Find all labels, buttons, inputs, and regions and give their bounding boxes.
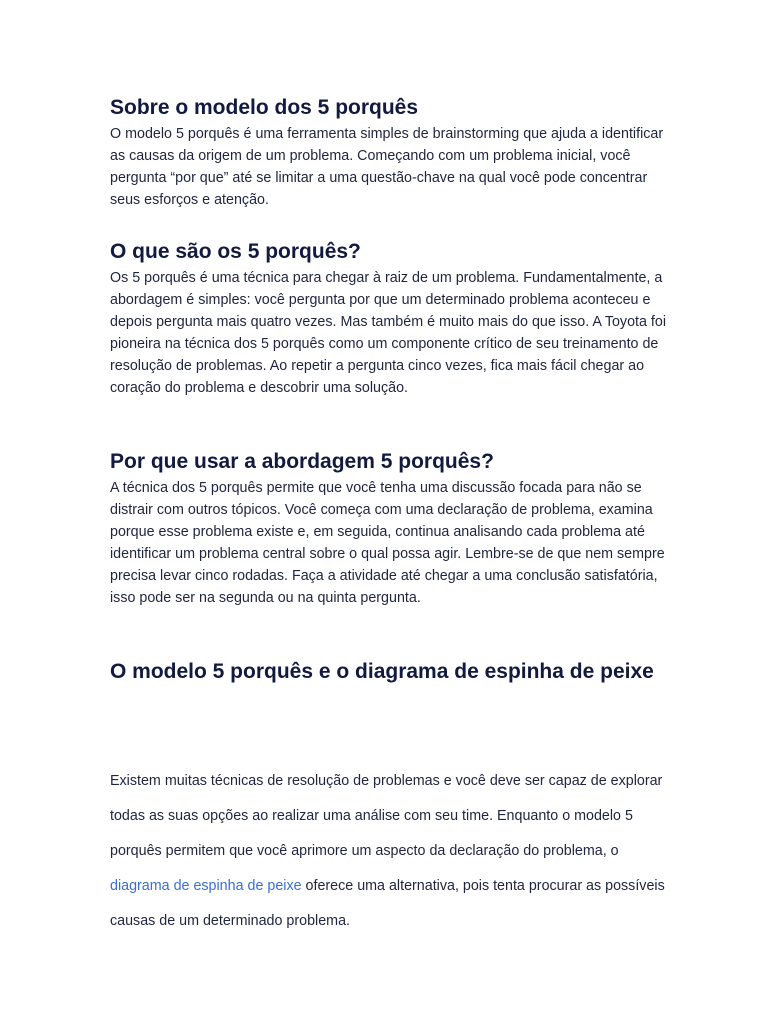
section-body-sobre: O modelo 5 porquês é uma ferramenta simples de brainstorming que ajuda a identificar as causas da origem de um problema. Começando com um problema inicial, você pergunta “por que” até se limitar a uma questão-chave na qual você pode concentrar seus esforços e atenção. bbox=[110, 126, 664, 208]
section-body-o-que-sao: Os 5 porquês é uma técnica para chegar à raiz de um problema. Fundamentalmente, a abordagem é simples: você pergunta por que um determinado problema aconteceu e depois pergunta mais quatro vezes. Mas também é muito mais do que isso. A Toyota foi pioneira na técnica dos 5 porquês como um componente crítico de seu treinamento de resolução de problemas. Ao repetir a pergunta cinco vezes, fica mais fácil chegar ao coração do problema e descobrir uma solução. bbox=[110, 270, 667, 396]
section-heading-o-que-sao: O que são os 5 porquês? bbox=[110, 240, 361, 263]
section-heading-sobre: Sobre o modelo dos 5 porquês bbox=[110, 96, 419, 119]
body-text-after-link: oferece uma alternativa, pois tenta procurar as possíveis causas de um determinado problema. bbox=[110, 878, 665, 929]
section-heading-diagrama: O modelo 5 porquês e o diagrama de espinha de peixe bbox=[110, 660, 654, 683]
body-text-before-link: Existem muitas técnicas de resolução de problemas e você deve ser capaz de explorar todas as suas opções ao realizar uma análise com seu time. Enquanto o modelo 5 porquês permitem que você aprimore um aspecto da declaração do problema, o bbox=[110, 773, 663, 859]
section-body-por-que-usar: A técnica dos 5 porquês permite que você tenha uma discussão focada para não se distrair com outros tópicos. Você começa com uma declaração de problema, examina porque esse problema existe e, em seguida, continua analisando cada problema até identificar um problema central sobre o qual possa agir. Lembre-se de que nem sempre precisa levar cinco rodadas. Faça a atividade até chegar a uma conclusão satisfatória, isso pode ser na segunda ou na quinta pergunta. bbox=[110, 480, 665, 606]
fishbone-diagram-link[interactable]: diagrama de espinha de peixe bbox=[110, 878, 302, 894]
section-body-diagrama bbox=[110, 764, 670, 939]
section-heading-por-que-usar: Por que usar a abordagem 5 porquês? bbox=[110, 450, 494, 473]
